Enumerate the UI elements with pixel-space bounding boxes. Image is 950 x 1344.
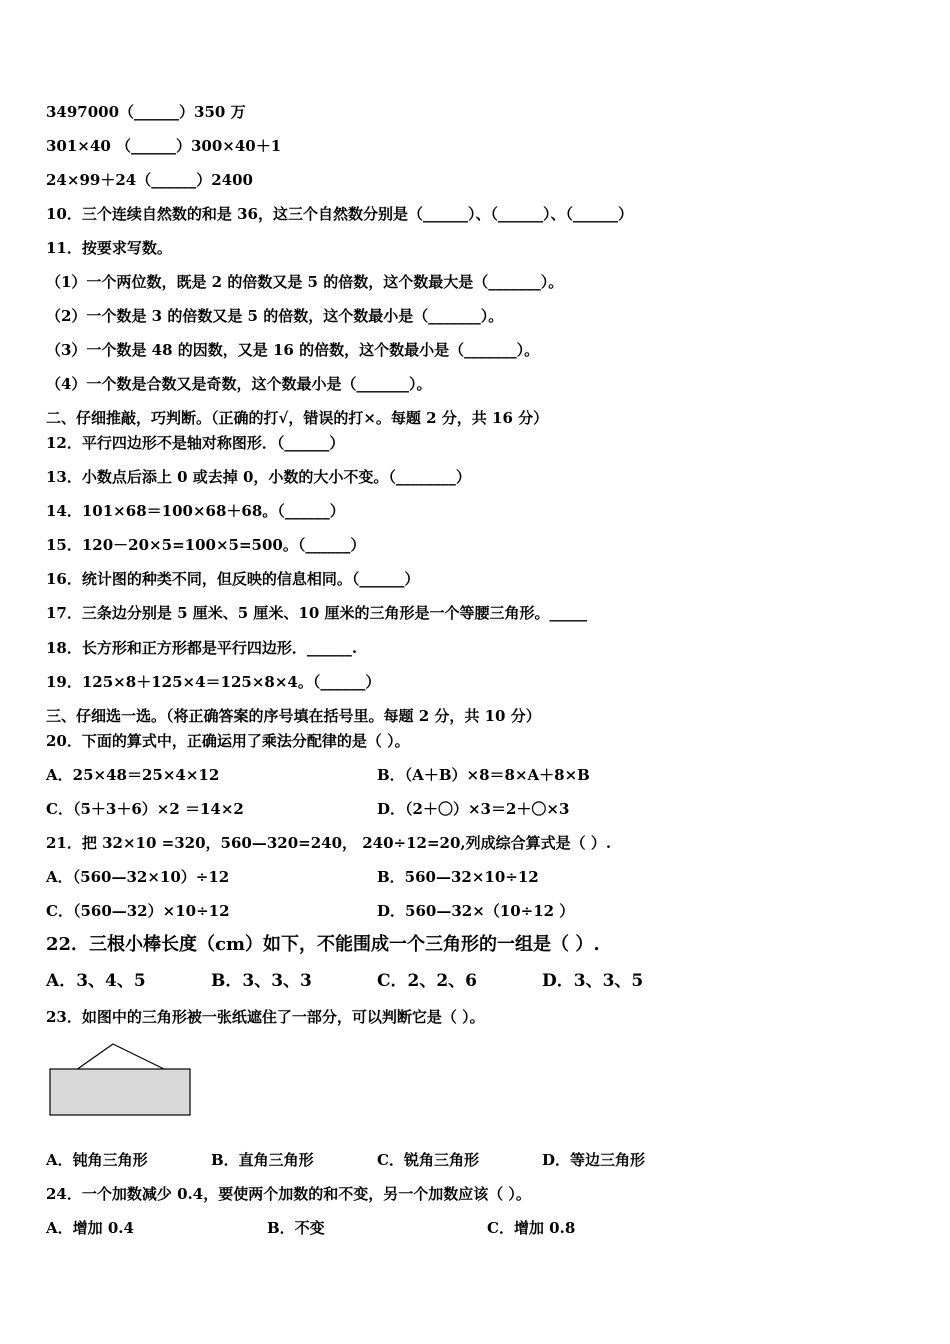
compare-line-3: 24×99＋24（______）2400 <box>46 171 253 189</box>
question-11-item-3: （3）一个数是 48 的因数，又是 16 的倍数，这个数最小是（_______）。 <box>46 341 540 359</box>
question-11-item-4: （4）一个数是合数又是奇数，这个数最小是（_______）。 <box>46 375 432 393</box>
triangle-right-edge <box>113 1044 166 1070</box>
question-16: 16．统计图的种类不同，但反映的信息相同。（______） <box>46 570 420 588</box>
question-17: 17．三条边分别是 5 厘米、5 厘米、10 厘米的三角形是一个等腰三角形。_____ <box>46 604 588 622</box>
question-21-option-c: C．（560—32）×10÷12 <box>46 902 230 920</box>
question-11-item-1: （1）一个两位数，既是 2 的倍数又是 5 的倍数，这个数最大是（_______）。 <box>46 273 564 291</box>
question-10: 10．三个连续自然数的和是 36，这三个自然数分别是（______）、（______）、（______） <box>46 205 633 223</box>
question-23-option-c: C．锐角三角形 <box>377 1151 479 1169</box>
triangle-left-edge <box>76 1044 113 1070</box>
question-13: 13．小数点后添上 0 或去掉 0，小数的大小不变。（________） <box>46 468 471 486</box>
question-11-item-2: （2）一个数是 3 的倍数又是 5 的倍数，这个数最小是（_______）。 <box>46 307 504 325</box>
question-21-option-d: D．560—32×（10÷12 ） <box>377 902 575 920</box>
question-12: 12．平行四边形不是轴对称图形．（______） <box>46 434 345 452</box>
question-19: 19．125×8＋125×4＝125×8×4。（______） <box>46 673 381 691</box>
question-21-option-a: A．（560—32×10）÷12 <box>46 868 230 886</box>
question-23-stem: 23．如图中的三角形被一张纸遮住了一部分，可以判断它是（ ）。 <box>46 1008 485 1026</box>
question-24-stem: 24．一个加数减少 0.4，要使两个加数的和不变，另一个加数应该（ ）。 <box>46 1185 531 1203</box>
question-24-option-c: C．增加 0.8 <box>487 1219 576 1237</box>
question-24-option-b: B．不变 <box>267 1219 325 1237</box>
question-18: 18．长方形和正方形都是平行四边形．______. <box>46 639 358 657</box>
question-15: 15．120－20×5=100×5=500。（______） <box>46 536 366 554</box>
question-22-stem: 22．三根小棒长度（cm）如下，不能围成一个三角形的一组是（ ）. <box>46 934 600 955</box>
question-22-option-d: D．3、3、5 <box>542 971 644 991</box>
question-22-option-c: C．2、2、6 <box>377 971 478 991</box>
question-23-option-b: B．直角三角形 <box>211 1151 314 1169</box>
question-14: 14．101×68＝100×68＋68。（______） <box>46 502 345 520</box>
question-22-option-a: A．3、4、5 <box>46 971 146 991</box>
question-22-option-b: B．3、3、3 <box>211 971 312 991</box>
question-11-title: 11．按要求写数。 <box>46 239 172 257</box>
question-20-option-a: A．25×48＝25×4×12 <box>46 766 220 784</box>
compare-line-1: 3497000（______）350 万 <box>46 103 246 121</box>
question-21-stem: 21．把 32×10 =320，560—320=240， 240÷12=20,列成综合算式是（ ）. <box>46 834 612 852</box>
question-23-option-d: D．等边三角形 <box>542 1151 646 1169</box>
question-20-option-b: B．（A＋B）×8＝8×A＋8×B <box>377 766 590 784</box>
section-2-heading: 二、仔细推敲，巧判断。（正确的打√，错误的打×。每题 2 分，共 16 分） <box>46 409 549 427</box>
question-20-stem: 20．下面的算式中，正确运用了乘法分配律的是（ ）。 <box>46 732 410 750</box>
question-20-option-d: D．（2＋〇）×3＝2＋〇×3 <box>377 800 570 818</box>
question-24-option-a: A．增加 0.4 <box>46 1219 134 1237</box>
question-21-option-b: B．560—32×10÷12 <box>377 868 539 886</box>
covering-paper <box>50 1069 190 1115</box>
question-20-option-c: C．（5＋3＋6）×2 ＝14×2 <box>46 800 244 818</box>
question-23-option-a: A．钝角三角形 <box>46 1151 148 1169</box>
compare-line-2: 301×40 （______）300×40＋1 <box>46 137 282 155</box>
section-3-heading: 三、仔细选一选。（将正确答案的序号填在括号里。每题 2 分，共 10 分） <box>46 707 541 725</box>
covered-triangle-figure <box>46 1040 196 1120</box>
